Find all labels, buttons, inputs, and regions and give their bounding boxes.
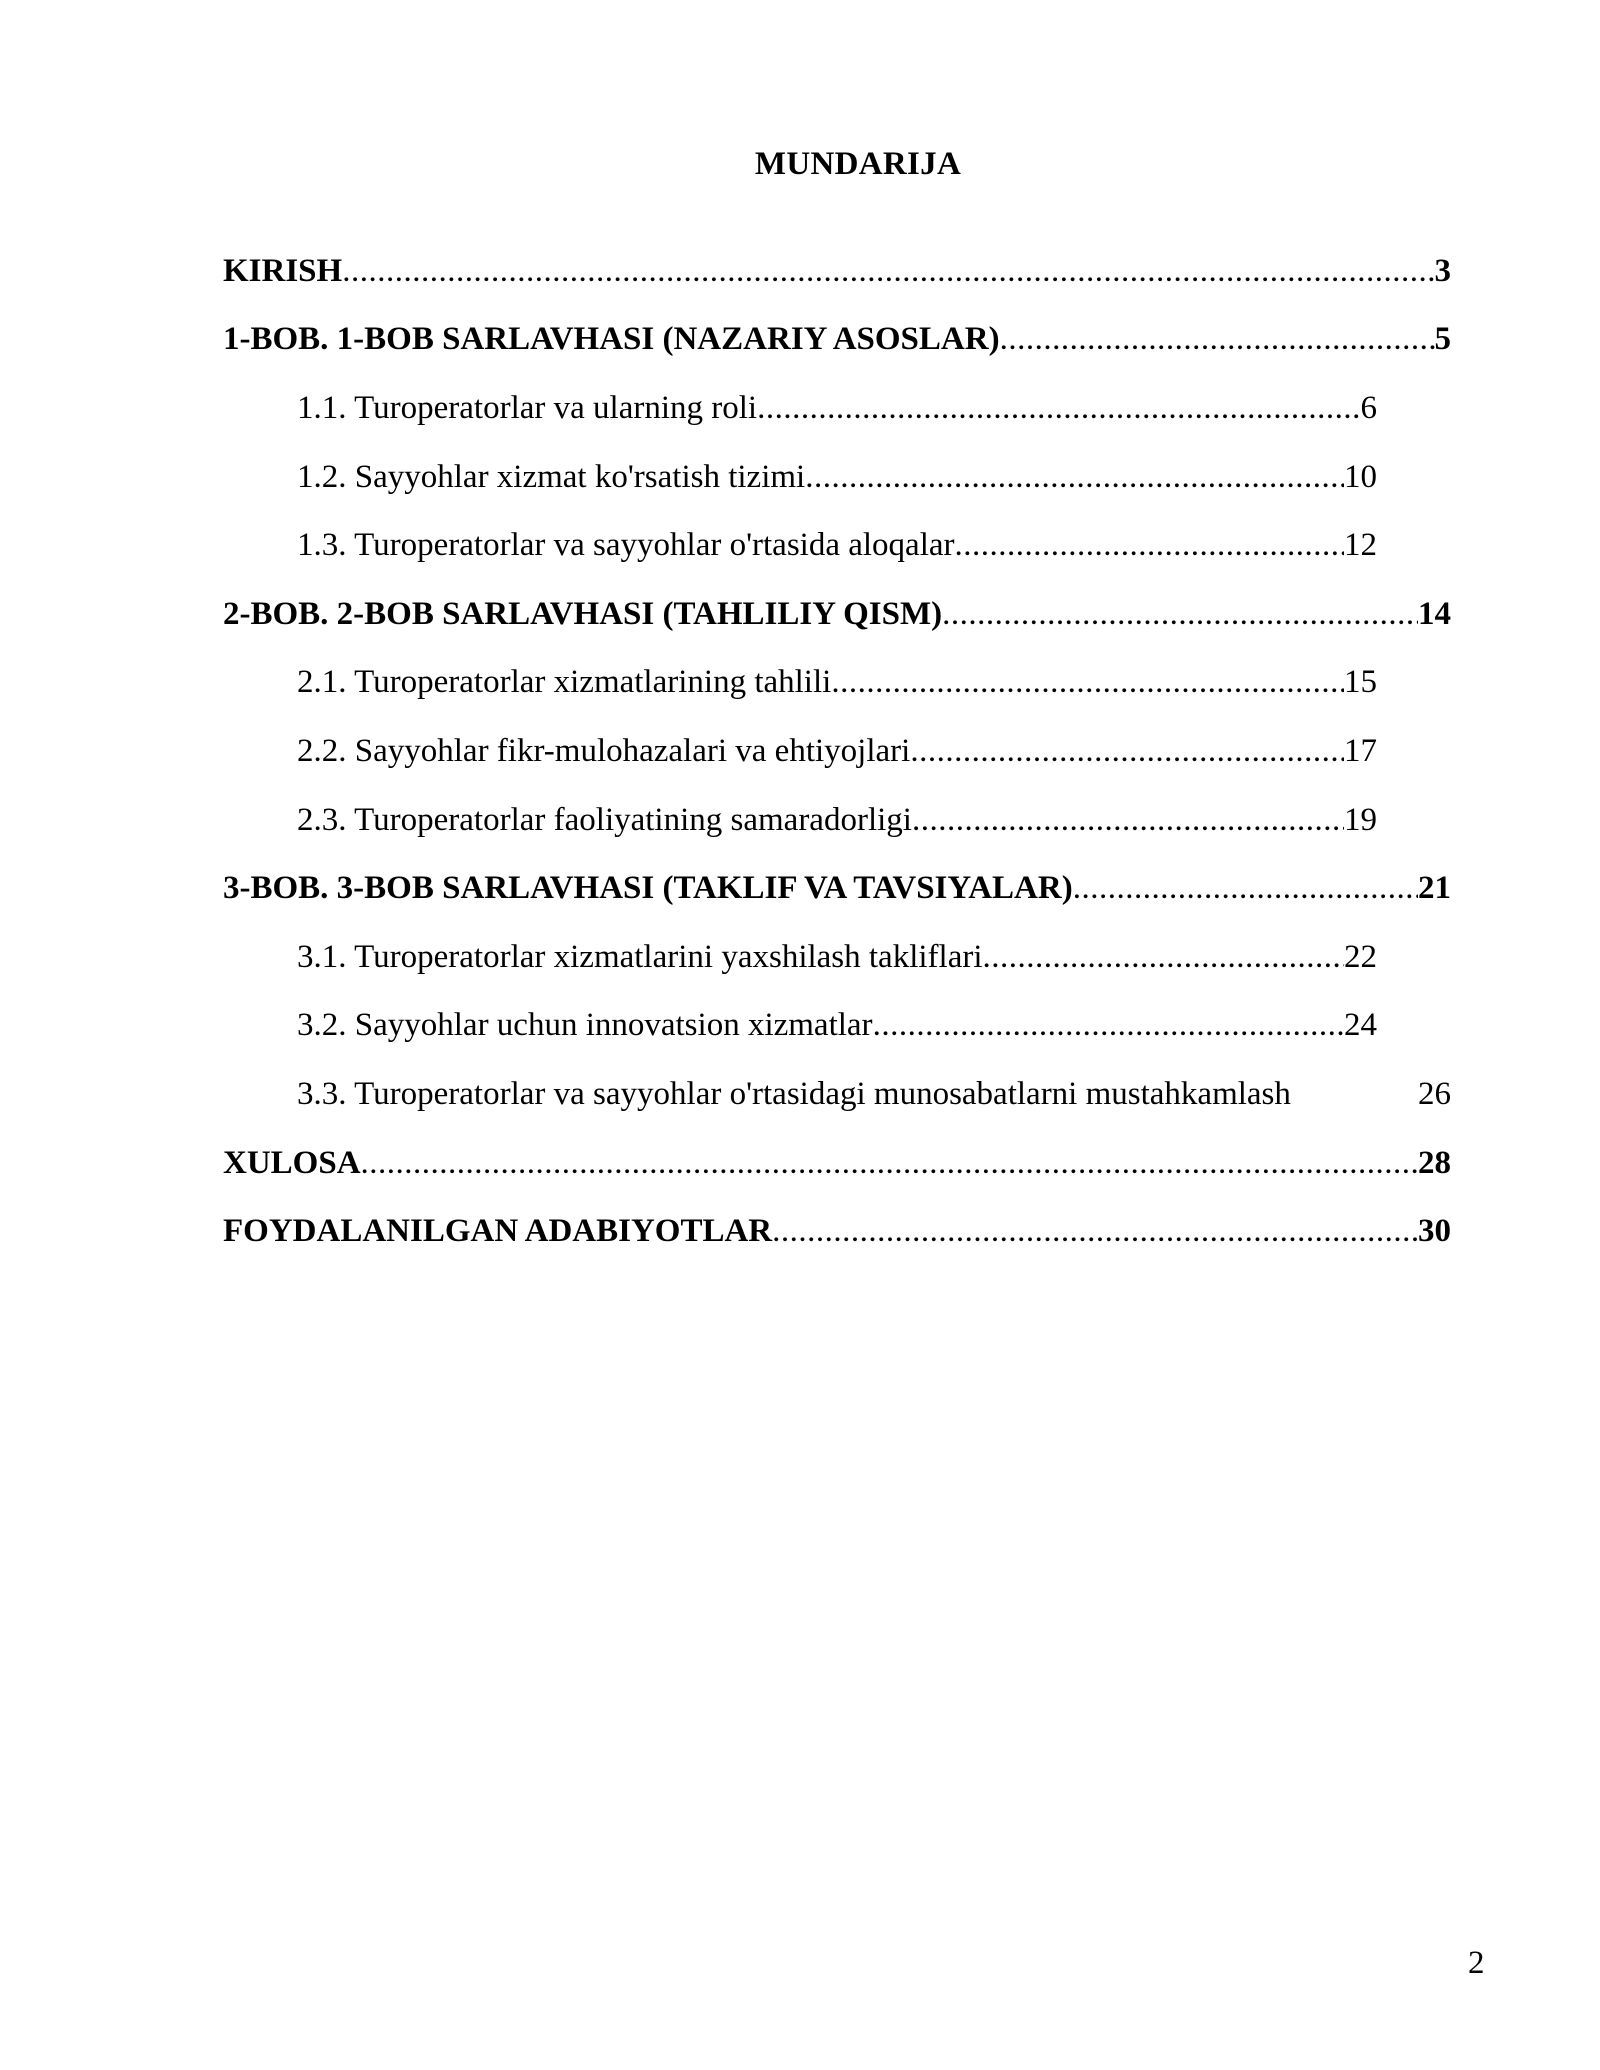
toc-entry-text: KIRISH [223,252,343,289]
toc-entry-section-3-3[interactable] [223,1060,1451,1129]
toc-page-ref: 15 [1344,664,1377,701]
toc-page-ref: 3 [1434,252,1451,289]
page-title: MUNDARIJA [754,146,962,182]
toc-entry-chapter-1[interactable] [223,306,1451,375]
toc-page-ref: 17 [1344,732,1377,769]
toc-entry-section-2-3[interactable] [223,786,1451,855]
toc-entry-text: 1-BOB. 1-BOB SARLAVHASI (NAZARIY ASOSLAR) [223,321,1000,358]
toc-page-ref: 19 [1344,801,1377,838]
toc-page-ref: 14 [1418,595,1451,632]
toc-entry-text: 3.2. Sayyohlar uchun innovatsion xizmatlar [297,1007,873,1044]
toc-entry-text: 2.1. Turoperatorlar xizmatlarining tahlili [297,664,832,701]
toc-entry-text: 3.3. Turoperatorlar va sayyohlar o'rtasidagi munosabatlarni mustahkamlash [297,1075,1291,1112]
table-of-contents [223,237,1451,1266]
toc-entry-text: FOYDALANILGAN ADABIYOTLAR [223,1213,773,1250]
toc-leader-dots [873,1009,1344,1042]
toc-entry-section-2-2[interactable] [223,717,1451,786]
toc-entry-text: 1.1. Turoperatorlar va ularning roli [297,389,758,426]
toc-leader-dots [361,1147,1418,1180]
toc-entry-kirish[interactable] [223,237,1451,306]
toc-page-ref: 6 [1360,389,1377,426]
toc-leader-dots [955,529,1344,562]
toc-entry-text: 2-BOB. 2-BOB SARLAVHASI (TAHLILIY QISM) [223,595,943,632]
toc-entry-text: 1.2. Sayyohlar xizmat ko'rsatish tizimi [297,458,806,495]
toc-entry-section-3-2[interactable] [223,992,1451,1061]
toc-page-ref: 24 [1344,1007,1377,1044]
toc-leader-dots [912,804,1344,837]
toc-entry-chapter-2[interactable] [223,580,1451,649]
toc-leader-dots [805,461,1344,494]
toc-leader-dots [983,941,1344,974]
toc-page-ref: 21 [1418,870,1451,907]
toc-leader-dots [942,598,1418,631]
toc-entry-text: 3.1. Turoperatorlar xizmatlarini yaxshilash takliflari [297,938,983,975]
toc-entry-text: 1.3. Turoperatorlar va sayyohlar o'rtasida aloqalar [297,527,955,564]
toc-page-ref: 10 [1344,458,1377,495]
toc-page-ref: 5 [1434,321,1451,358]
toc-page-ref: 28 [1418,1144,1451,1181]
toc-leader-dots [1073,872,1418,905]
toc-page-ref: 26 [1418,1075,1451,1112]
toc-entry-text: 2.3. Turoperatorlar faoliyatining samaradorligi [297,801,912,838]
toc-leader-dots [342,255,1434,288]
toc-entry-section-3-1[interactable] [223,923,1451,992]
toc-leader-dots [772,1215,1418,1248]
toc-leader-dots [1000,323,1435,356]
toc-entry-text: 2.2. Sayyohlar fikr-mulohazalari va ehtiyojlari [297,732,911,769]
toc-entry-section-1-1[interactable] [223,374,1451,443]
toc-entry-section-2-1[interactable] [223,649,1451,718]
toc-entry-section-1-2[interactable] [223,443,1451,512]
toc-entry-xulosa[interactable] [223,1129,1451,1198]
toc-page-ref: 22 [1344,938,1377,975]
toc-leader-dots [757,392,1360,425]
toc-leader-dots [831,666,1344,699]
toc-entry-chapter-3[interactable] [223,854,1451,923]
toc-page-ref: 30 [1418,1213,1451,1250]
toc-entry-text: 3-BOB. 3-BOB SARLAVHASI (TAKLIF VA TAVSIYALAR) [223,870,1073,907]
toc-entry-adabiyotlar[interactable] [223,1197,1451,1266]
toc-entry-text: XULOSA [223,1144,361,1181]
page-number: 2 [1468,1945,1485,1981]
toc-leader-dots [910,735,1344,768]
toc-page-ref: 12 [1344,527,1377,564]
toc-entry-section-1-3[interactable] [223,511,1451,580]
